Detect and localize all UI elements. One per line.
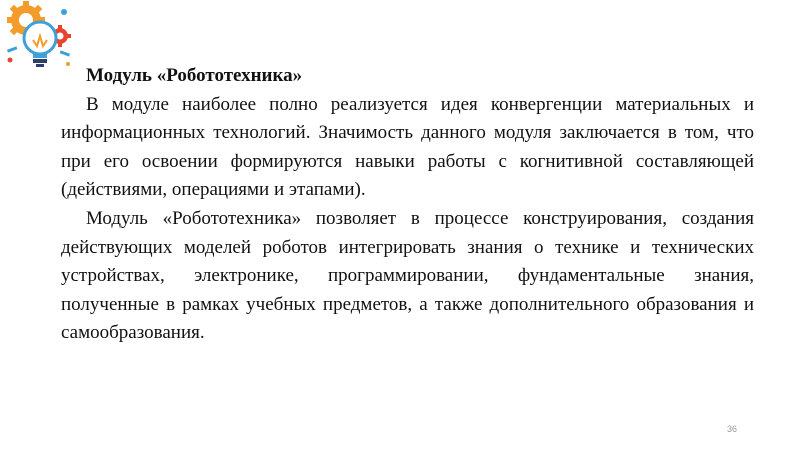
paragraph-convergence: В модуле наиболее полно реализуется идея конвергенции материальных и информационных технологий. Значимость данного модуля заключается в том, что при его освоении формируются навыки работы с когнитивной составляющей (действиями, операциями и этапами). xyxy=(61,93,754,201)
slide-content xyxy=(61,62,754,348)
slide-heading: Модуль «Робототехника» xyxy=(86,65,303,86)
lightbulb-icon xyxy=(24,22,56,67)
page-number: 36 xyxy=(727,424,738,434)
paragraph-integration: Модуль «Робототехника» позволяет в процессе конструирования, создания действующих моделей роботов интегрировать знания о технике и технических устройствах, электронике, программировании, фундаментальные знания, полученные в рамках учебных предметов, а также дополнительного образования и самообразования. xyxy=(61,207,754,344)
